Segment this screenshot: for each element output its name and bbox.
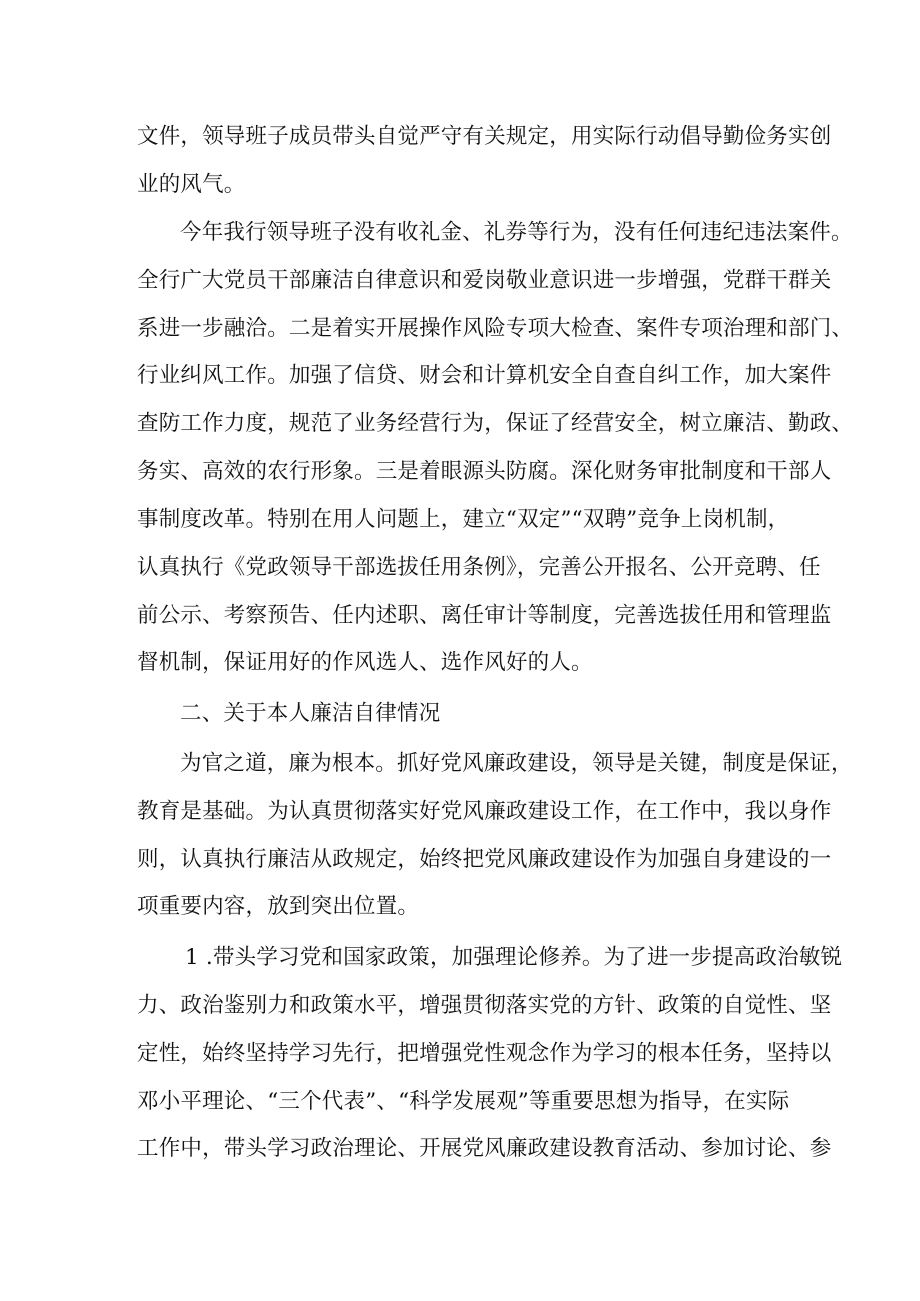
- paragraph-first-line: 今年我行领导班子没有收礼金、礼券等行为，没有任何违纪违法案件。: [180, 220, 853, 245]
- text-line: 事制度改革。特别在用人问题上，建立“双定”“双聘”竞争上岗机制，: [137, 507, 790, 532]
- text-line: 文件，领导班子成员带头自觉严守有关规定，用实际行动倡导勤俭务实创: [137, 124, 832, 149]
- text-line: 前公示、考察预告、任内述职、离任审计等制度，完善选拔任用和管理监: [137, 603, 832, 628]
- text-line: 力、政治鉴别力和政策水平，增强贯彻落实党的方针、政策的自觉性、坚: [137, 993, 832, 1018]
- text-line: 业的风气。: [137, 172, 246, 197]
- text-line: 系进一步融洽。二是着实开展操作风险专项大检查、案件专项治理和部门、: [137, 316, 854, 341]
- text-line: 教育是基础。为认真贯彻落实好党风廉政建设工作，在工作中，我以身作: [137, 799, 832, 824]
- paragraph-first-line: 为官之道，廉为根本。抓好党风廉政建设，领导是关键，制度是保证，: [180, 751, 853, 776]
- text-line: 项重要内容，放到突出位置。: [137, 894, 420, 919]
- text-line: 定性，始终坚持学习先行，把增强党性观念作为学习的根本任务，坚持以: [137, 1041, 832, 1066]
- text-line: 邓小平理论、“三个代表”、“科学发展观”等重要思想为指导，在实际: [137, 1089, 790, 1114]
- text-line: 则，认真执行廉洁从政规定，始终把党风廉政建设作为加强自身建设的一: [137, 847, 832, 872]
- text-line: 全行广大党员干部廉洁自律意识和爱岗敬业意识进一步增强，党群干群关: [137, 268, 832, 293]
- text-line: 查防工作力度，规范了业务经营行为，保证了经营安全，树立廉洁、勤政、: [137, 411, 854, 436]
- text-line: 督机制，保证用好的作风选人、选作风好的人。: [137, 650, 593, 675]
- section-heading: 二、关于本人廉洁自律情况: [180, 701, 441, 726]
- text-line: 行业纠风工作。加强了信贷、财会和计算机安全自查自纠工作，加大案件: [137, 363, 832, 388]
- paragraph-first-line: 1 .带头学习党和国家政策，加强理论修养。为了进一步提高政治敏锐: [185, 945, 843, 970]
- text-line: 务实、高效的农行形象。三是着眼源头防腐。深化财务审批制度和干部人: [137, 459, 832, 484]
- text-line: 工作中，带头学习政治理论、开展党风廉政建设教育活动、参加讨论、参: [137, 1136, 832, 1161]
- text-line: 认真执行《党政领导干部选拔任用条例》，完善公开报名、公开竞聘、任: [137, 555, 821, 580]
